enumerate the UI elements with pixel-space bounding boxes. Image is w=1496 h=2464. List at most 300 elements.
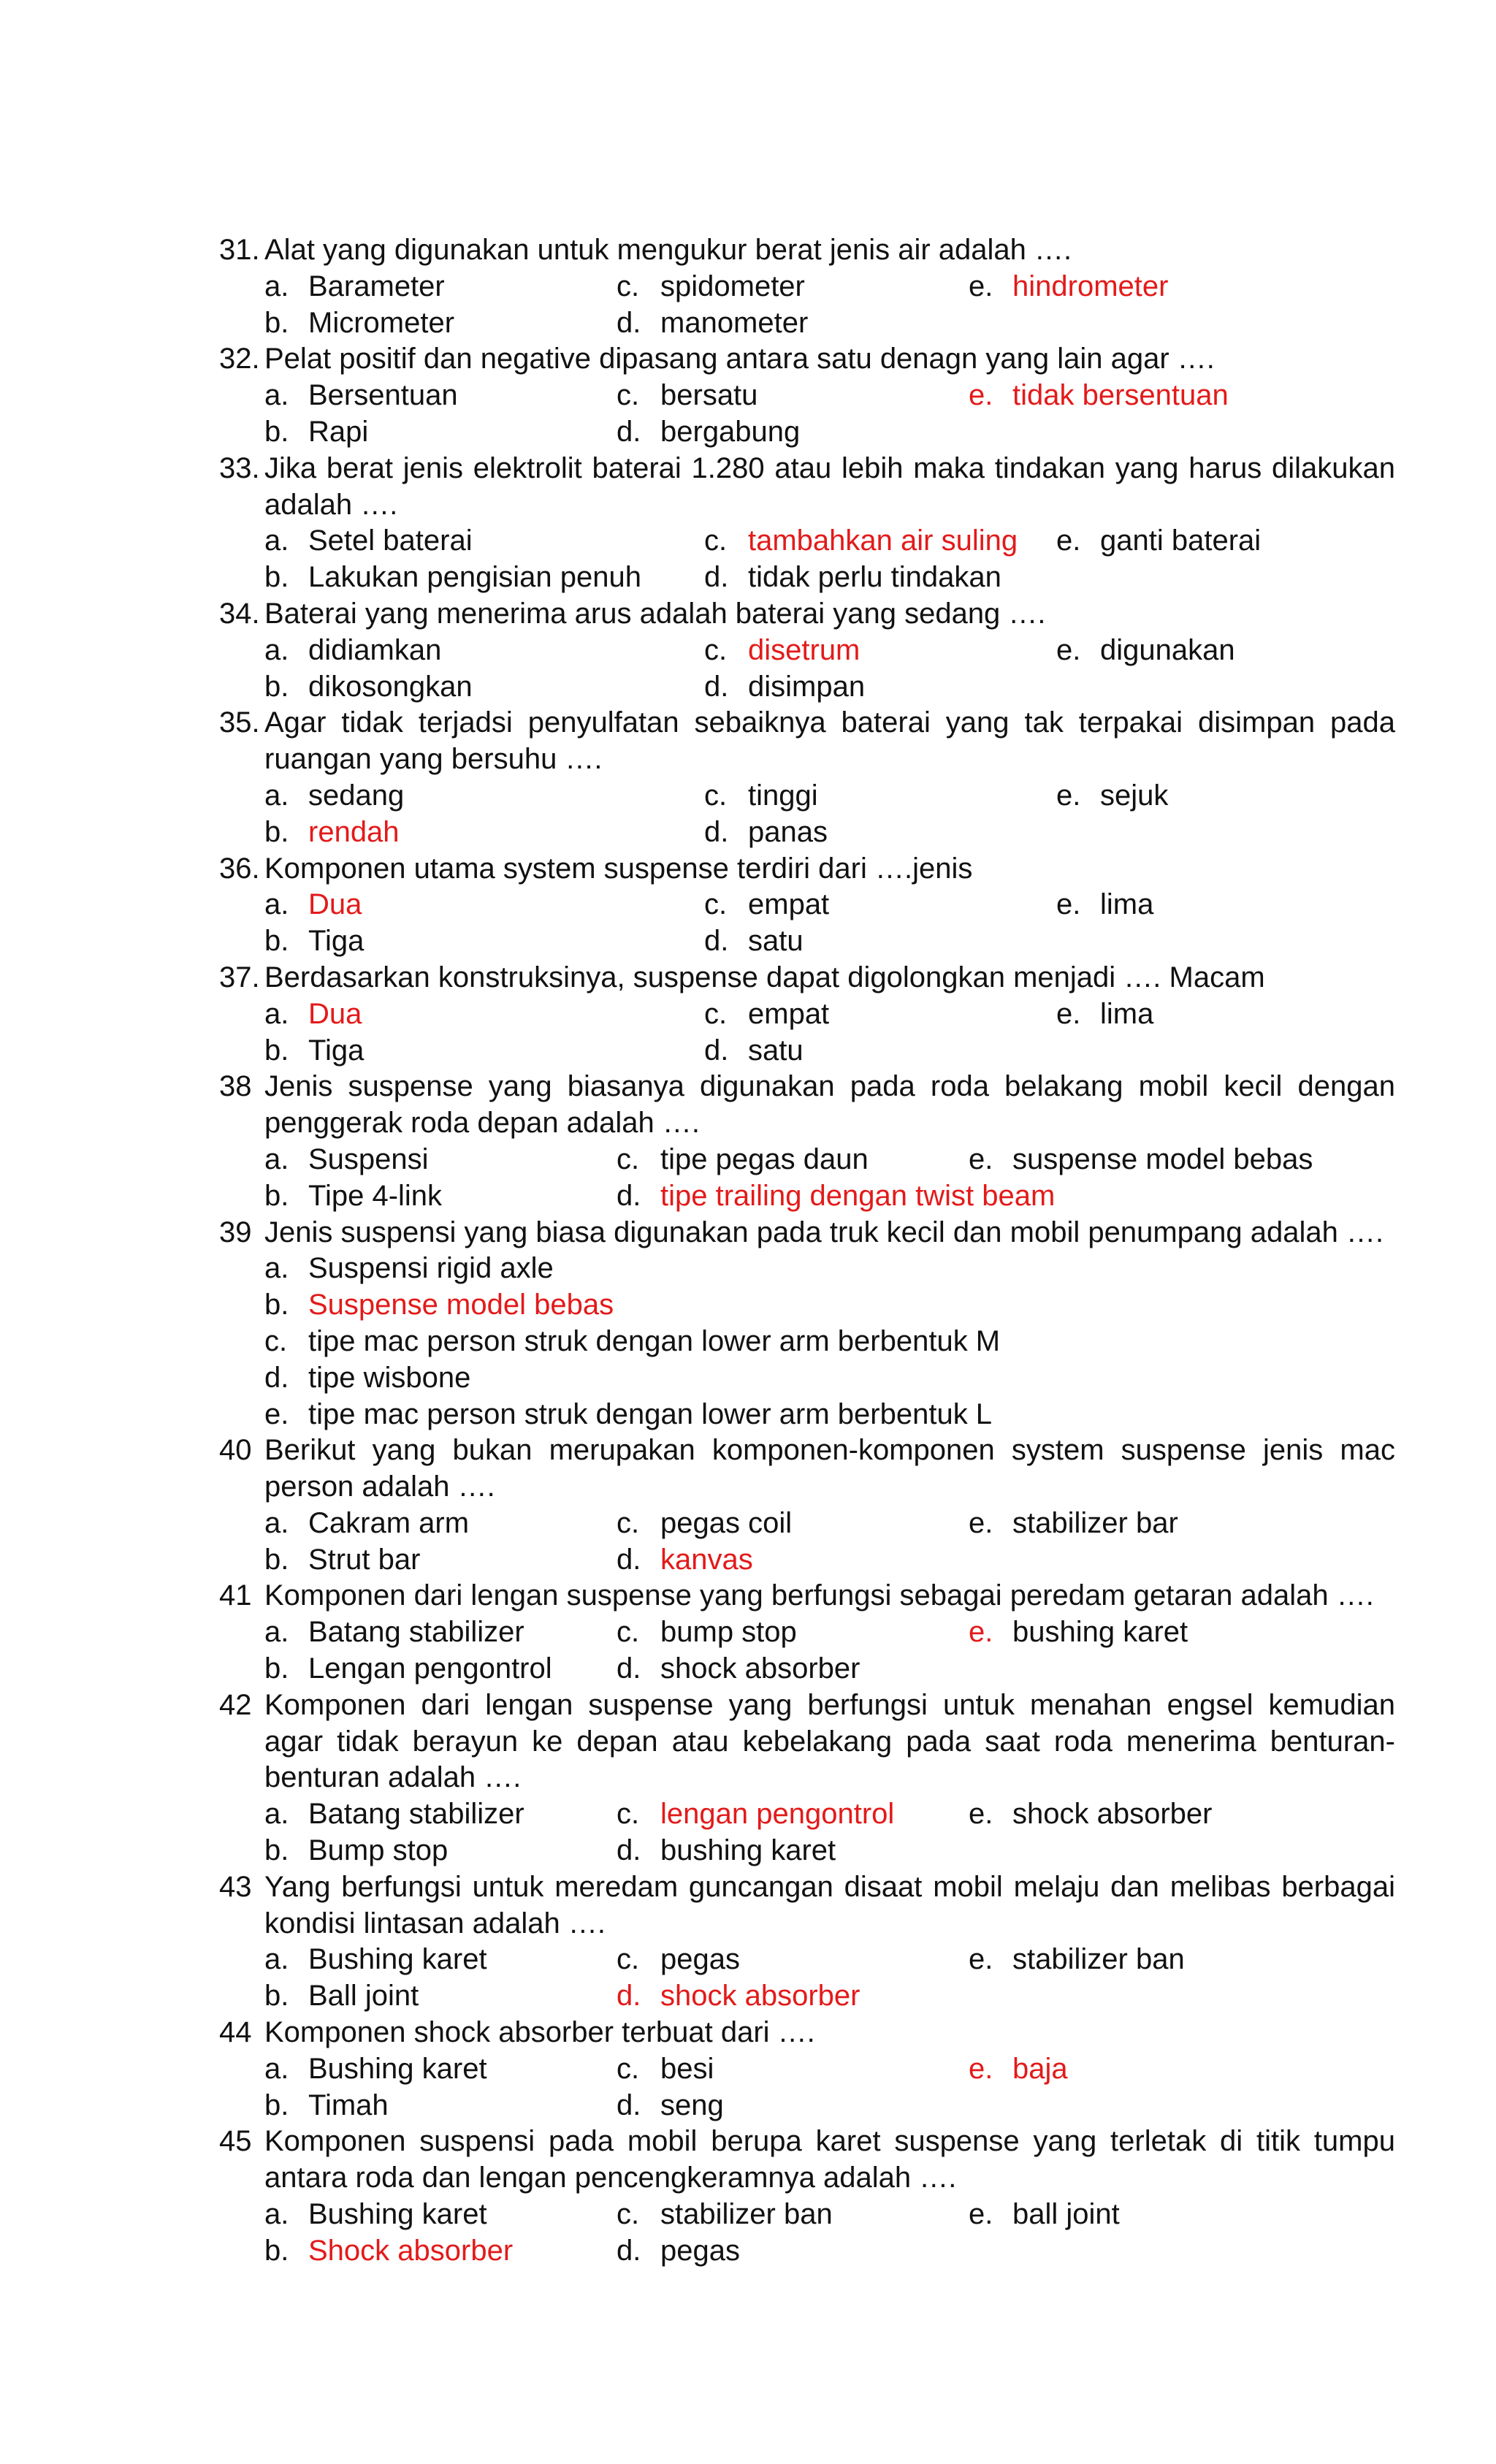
option-letter: e. [969,2198,993,2231]
option-text: tambahkan air suling [748,525,1018,557]
option-text: Timah [308,2089,389,2121]
answer-option[interactable] [969,1142,1313,1178]
option-letter: a. [264,1616,289,1649]
option-letter: d. [264,1361,289,1394]
question-row [219,1069,1395,1142]
option-text: lima [1100,997,1154,1030]
option-text: ganti baterai [1100,525,1262,557]
option-text: Tipe 4-link [308,1179,443,1212]
option-text: Ball joint [308,1980,419,2013]
option-text: Rapi [308,415,369,448]
question-row [219,596,1395,633]
answer-option[interactable] [264,1287,1395,1324]
question-row [219,1215,1395,1251]
answer-option[interactable] [617,1178,1056,1215]
answer-option[interactable] [617,1796,969,1833]
option-letter: b. [264,2234,289,2267]
answer-option[interactable] [264,923,704,960]
question-row [219,705,1395,778]
answer-option[interactable] [1056,887,1153,923]
option-text: dikosongkan [308,670,473,703]
answer-option[interactable] [264,305,617,342]
option-letter: e. [969,270,993,302]
question-number: 39 [219,1216,252,1248]
answer-option[interactable] [264,1833,617,1869]
option-letter: d. [704,1034,729,1067]
question-number: 41 [219,1579,252,1612]
option-text: Batang stabilizer [308,1616,524,1649]
question-number: 40 [219,1434,252,1467]
answer-option[interactable] [264,996,704,1033]
option-text: tidak bersentuan [1012,379,1229,412]
option-letter: d. [617,1652,641,1685]
option-letter: d. [617,1543,641,1576]
answer-option[interactable] [617,378,969,414]
answer-option[interactable] [617,2233,969,2270]
question-row [219,341,1395,378]
answer-option[interactable] [704,1033,1056,1069]
question-row [219,2124,1395,2197]
question-item [219,1869,1395,2015]
option-letter: e. [969,1506,993,1539]
option-text: shock absorber [660,1652,860,1685]
option-text: Bersentuan [308,379,458,412]
option-text: Micrometer [308,306,455,339]
answer-option[interactable] [1056,996,1153,1033]
option-text: Lakukan pengisian penuh [308,561,641,594]
answer-option[interactable] [617,1978,969,2015]
option-letter: c. [617,1616,640,1649]
option-letter: a. [264,2198,289,2231]
answer-option[interactable] [264,2197,617,2233]
option-text: manometer [660,306,809,339]
option-text: bushing karet [660,1834,836,1867]
option-letter: d. [704,815,729,848]
option-text: empat [748,997,830,1030]
option-text: tipe mac person struk dengan lower arm berbentuk L [308,1397,993,1430]
question-item [219,451,1395,596]
option-text: digunakan [1100,633,1235,666]
question-row [219,232,1395,269]
question-text: Berdasarkan konstruksinya, suspense dapat digolongkan menjadi …. Macam [264,961,1265,993]
option-letter: b. [264,815,289,848]
option-text: suspense model bebas [1012,1143,1313,1175]
question-text: Pelat positif dan negative dipasang antara satu denagn yang lain agar …. [264,343,1215,375]
option-text: baja [1012,2052,1068,2085]
options-list [264,887,1395,960]
answer-option[interactable] [969,269,1168,305]
option-text: seng [660,2089,724,2121]
answer-option[interactable] [1056,778,1168,815]
answer-option[interactable] [969,1506,1178,1542]
answer-option[interactable] [704,923,1056,960]
option-letter: d. [704,561,729,594]
option-letter: e. [1056,633,1081,666]
question-item [219,1215,1395,1433]
option-text: besi [660,2052,714,2085]
option-letter: c. [704,779,728,812]
option-letter: a. [264,1143,289,1175]
options-list [264,269,1395,342]
option-letter: e. [1056,997,1081,1030]
question-text: Jenis suspense yang biasanya digunakan pada roda belakang mobil kecil dengan penggerak roda depan adalah …. [264,1070,1395,1140]
option-letter: b. [264,1980,289,2013]
option-text: shock absorber [660,1980,860,2013]
option-letter: e. [969,379,993,412]
option-letter: a. [264,525,289,557]
answer-option[interactable] [264,669,704,706]
option-text: tipe pegas daun [660,1143,869,1175]
option-text: pegas coil [660,1506,793,1539]
answer-option[interactable] [704,996,1056,1033]
option-letter: b. [264,925,289,958]
option-letter: a. [264,379,289,412]
option-text: satu [748,925,804,958]
option-text: empat [748,888,830,921]
option-text: Suspensi [308,1143,429,1175]
option-text: Bump stop [308,1834,449,1867]
option-text: stabilizer bar [1012,1506,1178,1539]
question-text: Jika berat jenis elektrolit baterai 1.280 atau lebih maka tindakan yang harus dilakukan adalah …. [264,451,1395,521]
option-letter: d. [617,415,641,448]
options-list [264,1796,1395,1869]
option-letter: b. [264,1289,289,1321]
question-number: 34. [219,597,260,630]
question-number: 44 [219,2016,252,2049]
question-item [219,1687,1395,1869]
answer-option[interactable] [264,633,704,669]
options-list [264,633,1395,706]
answer-option[interactable] [617,1506,969,1542]
option-letter: e. [969,1943,993,1976]
answer-option[interactable] [264,887,704,923]
question-item [219,851,1395,960]
question-number: 33. [219,451,260,484]
option-text: Suspense model bebas [308,1289,614,1321]
question-row [219,451,1395,524]
option-text: disimpan [748,670,866,703]
option-text: Bushing karet [308,2198,487,2231]
option-text: Barameter [308,270,445,302]
option-text: satu [748,1034,804,1067]
option-text: Tiga [308,925,365,958]
option-letter: e. [969,1798,993,1831]
answer-option[interactable] [704,669,1056,706]
question-item [219,705,1395,850]
question-text: Komponen shock absorber terbuat dari …. [264,2016,815,2049]
option-text: sedang [308,779,405,812]
answer-option[interactable] [264,1942,617,1978]
option-text: tipe trailing dengan twist beam [660,1179,1056,1212]
answer-option[interactable] [264,1651,617,1687]
answer-option[interactable] [617,1833,969,1869]
question-row [219,1869,1395,1942]
option-letter: c. [704,525,728,557]
answer-option[interactable] [264,1978,617,2015]
option-letter: a. [264,779,289,812]
question-number: 32. [219,343,260,375]
question-number: 38 [219,1070,252,1103]
question-number: 35. [219,706,260,739]
question-number: 36. [219,852,260,885]
question-text: Komponen dari lengan suspense yang berfungsi sebagai peredam getaran adalah …. [264,1579,1374,1612]
question-item [219,232,1395,341]
answer-option[interactable] [969,1614,1188,1651]
answer-option[interactable] [264,1506,617,1542]
answer-option[interactable] [969,2051,1068,2088]
option-letter: c. [704,888,728,921]
option-text: Lengan pengontrol [308,1652,552,1685]
option-letter: c. [617,1798,640,1831]
option-letter: a. [264,1506,289,1539]
options-list [264,778,1395,851]
option-letter: b. [264,1543,289,1576]
option-text: tidak perlu tindakan [748,561,1001,594]
option-letter: d. [704,925,729,958]
option-text: bushing karet [1012,1616,1188,1649]
option-letter: e. [969,1143,993,1175]
option-text: spidometer [660,270,805,302]
option-text: Shock absorber [308,2234,514,2267]
answer-option[interactable] [704,523,1056,560]
answer-option[interactable] [969,1796,1212,1833]
option-text: tinggi [748,779,818,812]
option-letter: e. [1056,525,1081,557]
option-text: Dua [308,888,362,921]
option-letter: b. [264,415,289,448]
answer-option[interactable] [704,815,1056,851]
question-text: Berikut yang bukan merupakan komponen-komponen system suspense jenis mac person adalah …. [264,1434,1395,1503]
option-text: stabilizer ban [660,2198,833,2231]
option-text: stabilizer ban [1012,1943,1185,1976]
question-item [219,1433,1395,1578]
question-item [219,2015,1395,2124]
options-list [264,1942,1395,2015]
option-letter: a. [264,1798,289,1831]
question-text: Yang berfungsi untuk meredam guncangan disaat mobil melaju dan melibas berbagai kondisi lintasan adalah …. [264,1870,1395,1939]
question-text: Komponen dari lengan suspense yang berfungsi untuk menahan engsel kemudian agar tidak berayun ke depan atau kebelakang pada saat roda menerima benturan-benturan adalah …. [264,1688,1395,1794]
answer-option[interactable] [704,633,1056,669]
answer-option[interactable] [617,269,969,305]
options-list [264,996,1395,1069]
option-letter: c. [264,1324,288,1357]
quiz-page [219,232,1395,2270]
option-text: didiamkan [308,633,442,666]
option-text: bump stop [660,1616,797,1649]
option-letter: c. [617,1943,640,1976]
option-text: tipe wisbone [308,1361,471,1394]
option-text: lima [1100,888,1154,921]
answer-option[interactable] [969,2197,1120,2233]
option-letter: a. [264,633,289,666]
answer-option[interactable] [617,1142,969,1178]
option-text: Setel baterai [308,525,473,557]
option-letter: b. [264,1179,289,1212]
option-text: kanvas [660,1543,753,1576]
answer-option[interactable] [264,1251,1395,1287]
answer-option[interactable] [264,1324,1395,1360]
question-text: Jenis suspensi yang biasa digunakan pada truk kecil dan mobil penumpang adalah …. [264,1216,1384,1248]
option-letter: c. [617,1506,640,1539]
question-number: 45 [219,2125,252,2158]
answer-option[interactable] [264,1796,617,1833]
option-letter: d. [617,2089,641,2121]
option-letter: b. [264,1652,289,1685]
question-row [219,1687,1395,1796]
options-list [264,1251,1395,1433]
option-letter: a. [264,997,289,1030]
answer-option[interactable] [617,2088,969,2124]
answer-option[interactable] [264,1178,617,1215]
answer-option[interactable] [264,778,704,815]
answer-option[interactable] [617,1542,969,1579]
options-list [264,1506,1395,1579]
answer-option[interactable] [704,887,1056,923]
option-letter: c. [704,633,728,666]
option-letter: b. [264,1834,289,1867]
answer-option[interactable] [264,523,704,560]
answer-option[interactable] [264,815,704,851]
question-number: 31. [219,234,260,266]
options-list [264,2051,1395,2124]
option-letter: b. [264,561,289,594]
option-text: shock absorber [1012,1798,1213,1831]
question-text: Alat yang digunakan untuk mengukur berat jenis air adalah …. [264,234,1072,266]
option-letter: c. [617,1143,640,1175]
option-text: Tiga [308,1034,365,1067]
options-list [264,378,1395,451]
option-letter: c. [617,2052,640,2085]
option-text: lengan pengontrol [660,1798,895,1831]
option-letter: c. [617,270,640,302]
option-letter: e. [1056,888,1081,921]
option-text: Batang stabilizer [308,1798,524,1831]
option-letter: b. [264,2089,289,2121]
question-item [219,341,1395,450]
answer-option[interactable] [704,778,1056,815]
answer-option[interactable] [1056,633,1235,669]
option-letter: e. [264,1397,289,1430]
option-letter: d. [617,2234,641,2267]
answer-option[interactable] [264,1033,704,1069]
option-text: hindrometer [1012,270,1169,302]
question-text: Komponen suspensi pada mobil berupa karet suspense yang terletak di titik tumpu antara roda dan lengan pencengkeramnya adalah …. [264,2125,1395,2194]
option-text: panas [748,815,828,848]
option-letter: c. [617,379,640,412]
answer-option[interactable] [617,1942,969,1978]
question-row [219,2015,1395,2051]
option-letter: e. [1056,779,1081,812]
answer-option[interactable] [264,2051,617,2088]
option-text: rendah [308,815,400,848]
answer-option[interactable] [617,2051,969,2088]
question-row [219,960,1395,996]
option-text: pegas [660,2234,740,2267]
answer-option[interactable] [617,1614,969,1651]
question-item [219,1578,1395,1687]
option-text: Dua [308,997,362,1030]
option-letter: a. [264,1252,289,1285]
answer-option[interactable] [264,414,617,451]
question-text: Komponen utama system suspense terdiri dari ….jenis [264,852,973,885]
question-item [219,960,1395,1069]
options-list [264,523,1395,596]
answer-option[interactable] [264,1360,1395,1397]
question-row [219,1433,1395,1506]
option-letter: c. [617,2198,640,2231]
answer-option[interactable] [264,2233,617,2270]
question-item [219,596,1395,705]
option-letter: a. [264,270,289,302]
option-letter: d. [617,1980,641,2013]
option-text: Cakram arm [308,1506,470,1539]
option-text: bergabung [660,415,801,448]
answer-option[interactable] [617,414,969,451]
option-letter: d. [617,1834,641,1867]
answer-option[interactable] [617,305,969,342]
question-item [219,1069,1395,1214]
option-text: bersatu [660,379,758,412]
answer-option[interactable] [617,1651,969,1687]
answer-option[interactable] [264,1614,617,1651]
answer-option[interactable] [264,2088,617,2124]
question-row [219,851,1395,888]
answer-option[interactable] [264,269,617,305]
answer-option[interactable] [704,560,1056,596]
option-text: tipe mac person struk dengan lower arm berbentuk M [308,1324,1001,1357]
option-letter: d. [704,670,729,703]
options-list [264,1142,1395,1215]
option-letter: a. [264,2052,289,2085]
option-letter: a. [264,888,289,921]
answer-option[interactable] [617,2197,969,2233]
question-number: 43 [219,1870,252,1903]
question-text: Baterai yang menerima arus adalah baterai yang sedang …. [264,597,1046,630]
question-text: Agar tidak terjadsi penyulfatan sebaiknya baterai yang tak terpakai disimpan pada ruangan yang bersuhu …. [264,706,1395,776]
option-letter: a. [264,1943,289,1976]
answer-option[interactable] [1056,523,1261,560]
answer-option[interactable] [969,1942,1185,1978]
option-text: Bushing karet [308,1943,487,1976]
question-number: 37. [219,961,260,993]
answer-option[interactable] [264,1142,617,1178]
question-item [219,2124,1395,2269]
option-letter: b. [264,1034,289,1067]
option-text: pegas [660,1943,740,1976]
answer-option[interactable] [969,378,1229,414]
question-number: 42 [219,1688,252,1721]
option-letter: b. [264,670,289,703]
question-row [219,1578,1395,1614]
answer-option[interactable] [264,560,704,596]
option-text: Bushing karet [308,2052,487,2085]
option-letter: e. [969,2052,993,2085]
option-text: Suspensi rigid axle [308,1252,554,1285]
option-text: Strut bar [308,1543,421,1576]
option-letter: b. [264,306,289,339]
answer-option[interactable] [264,1397,1395,1433]
option-text: sejuk [1100,779,1169,812]
option-text: disetrum [748,633,860,666]
answer-option[interactable] [264,378,617,414]
options-list [264,1614,1395,1687]
option-letter: c. [704,997,728,1030]
option-letter: d. [617,306,641,339]
option-letter: d. [617,1179,641,1212]
option-letter: e. [969,1616,993,1649]
option-text: ball joint [1012,2198,1120,2231]
answer-option[interactable] [264,1542,617,1579]
